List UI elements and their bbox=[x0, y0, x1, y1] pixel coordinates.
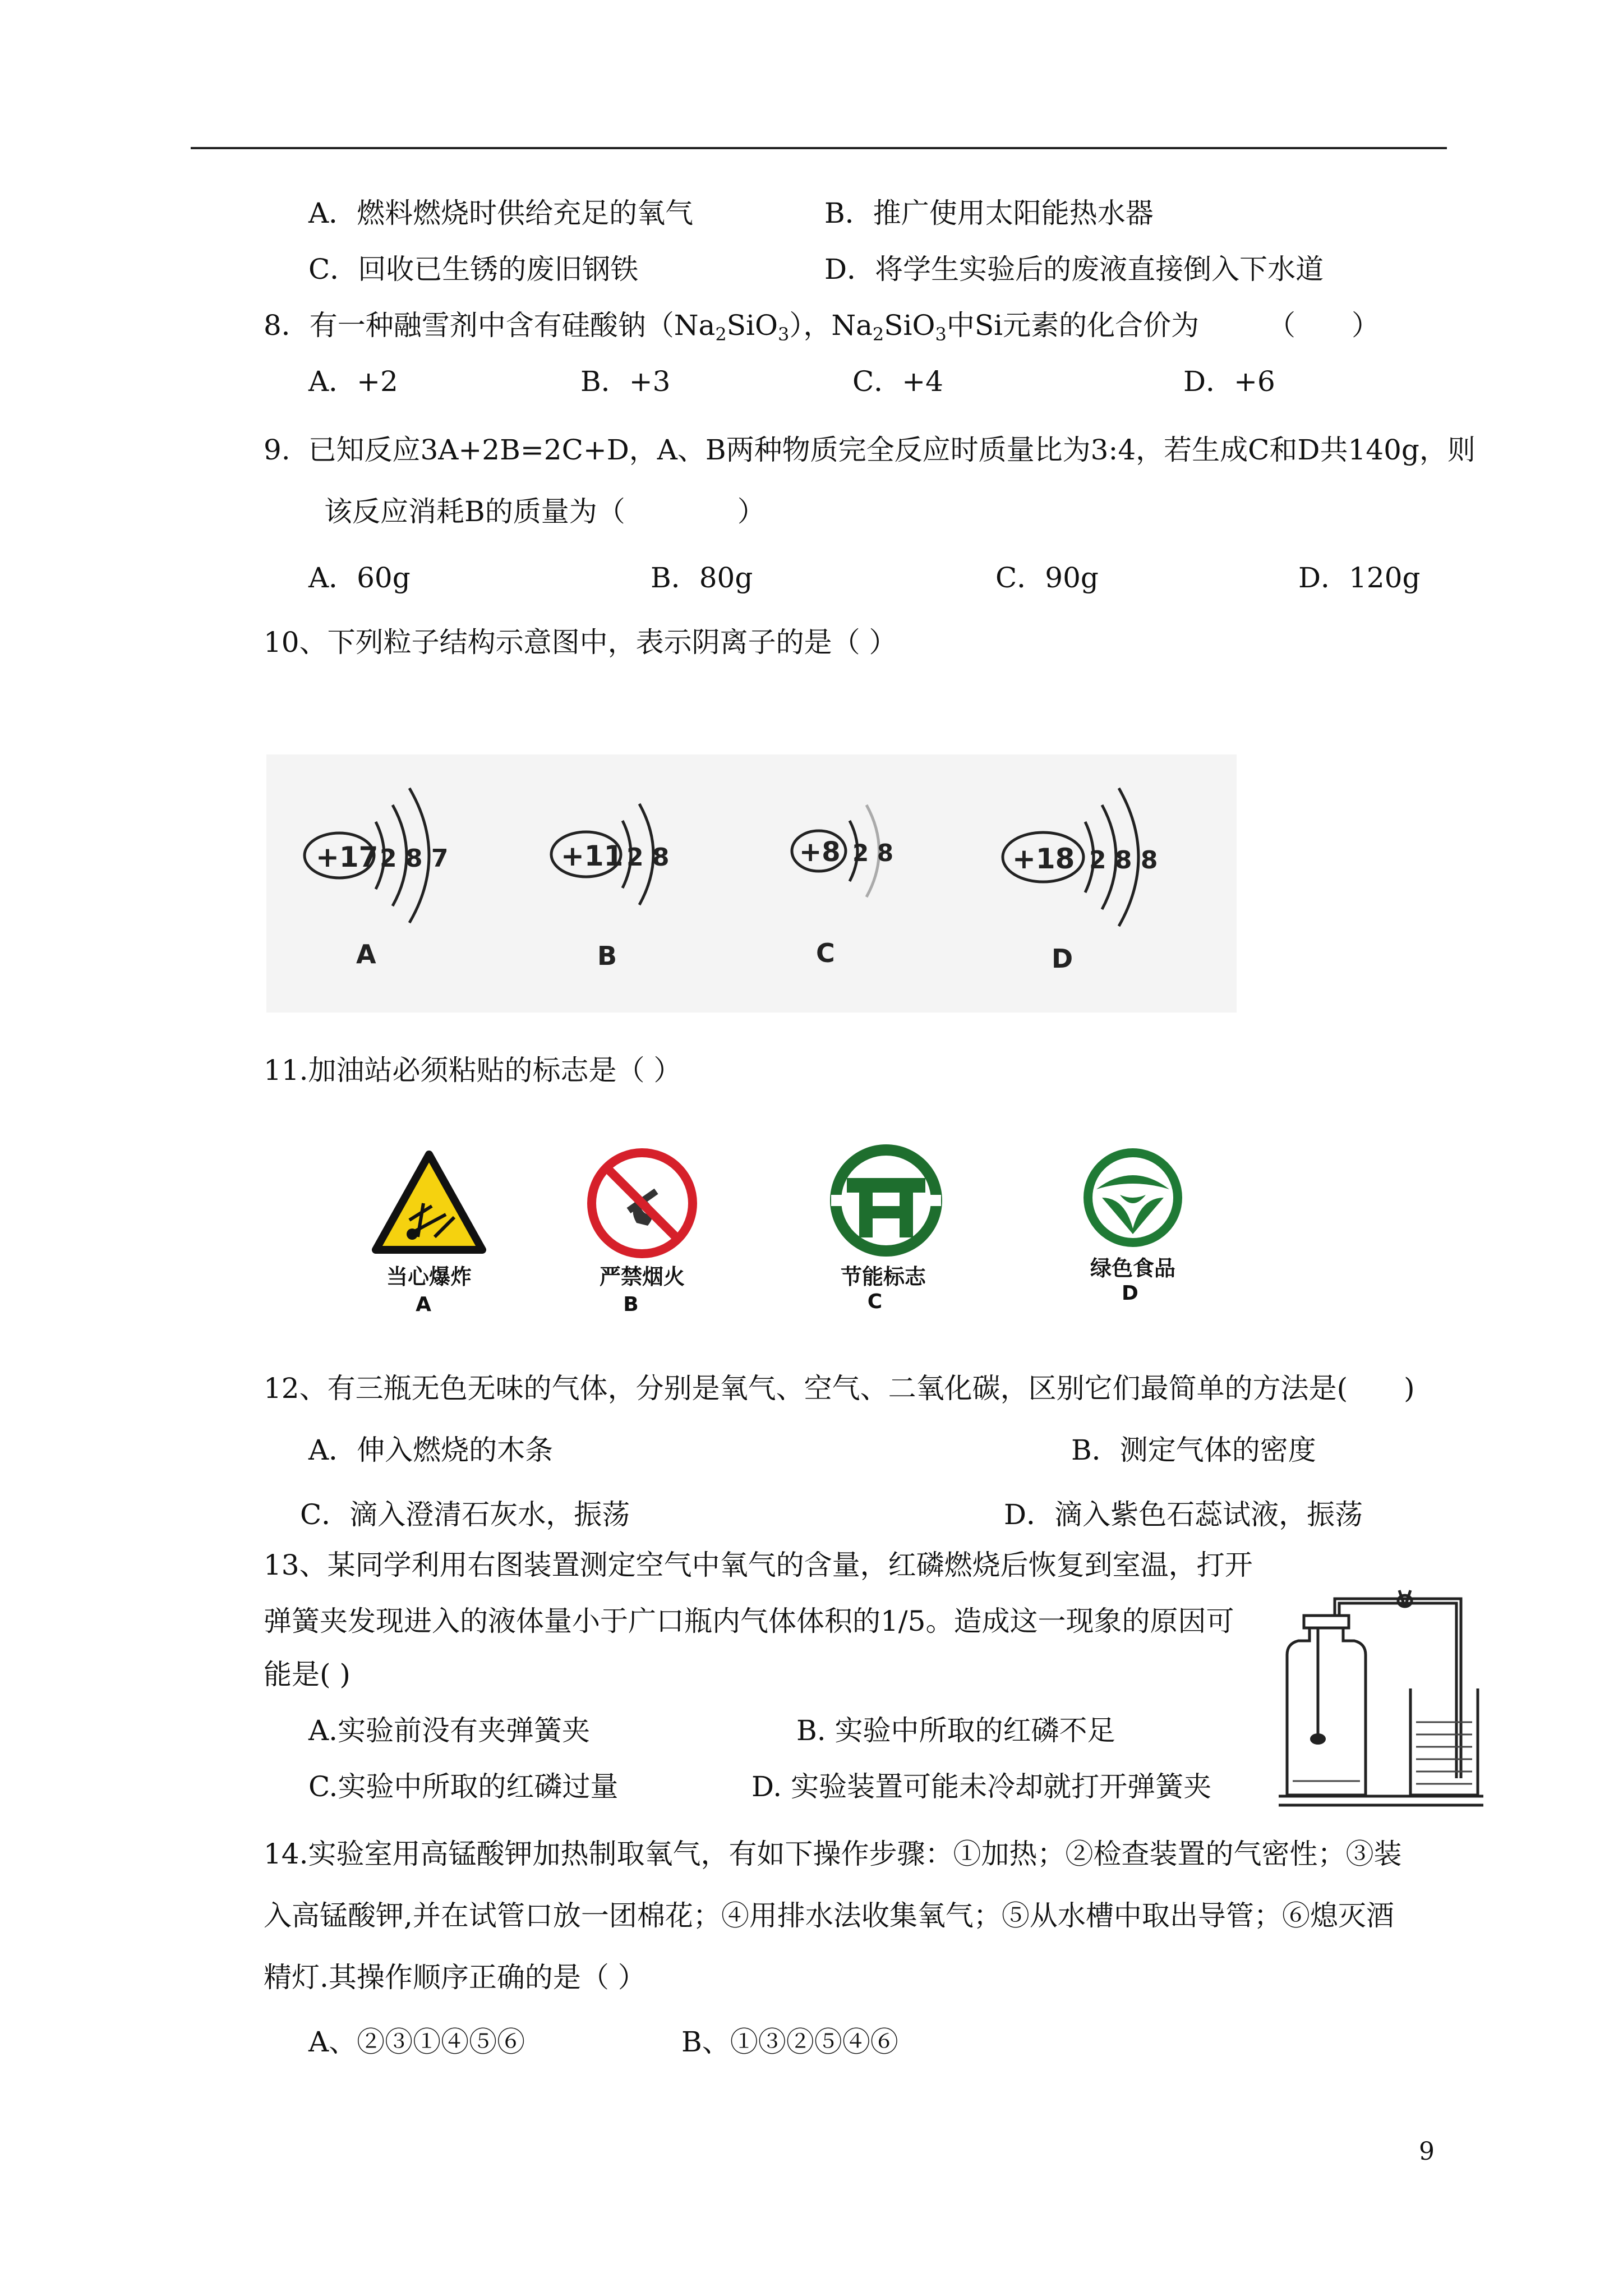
q13-option-d: D. 实验装置可能未冷却就打开弹簧夹 bbox=[751, 1770, 1212, 1803]
q14-stem-line3: 精灯.其操作顺序正确的是（ ） bbox=[264, 1961, 646, 1994]
sign-caption-b: 严禁烟火 bbox=[599, 1264, 685, 1289]
nucleus-charge: +17 bbox=[316, 841, 379, 873]
option-letter: D bbox=[1052, 944, 1073, 974]
q8-option-c: C．+4 bbox=[852, 365, 943, 398]
page-number: 9 bbox=[1419, 2137, 1435, 2166]
q9-option-d: D．120g bbox=[1298, 562, 1421, 594]
sign-caption-c: 节能标志 bbox=[840, 1264, 926, 1289]
q7-option-d: D．将学生实验后的废液直接倒入下水道 bbox=[824, 253, 1324, 286]
q14-option-b: B、①③②⑤④⑥ bbox=[681, 2026, 898, 2058]
q9-stem-line2: 该反应消耗B的质量为（ ） bbox=[324, 495, 766, 528]
sign-letter-b: B bbox=[623, 1293, 639, 1316]
explosion-warning-icon bbox=[370, 1150, 488, 1257]
q14-stem-line2: 入高锰酸钾,并在试管口放一团棉花；④用排水法收集氧气；⑤从水槽中取出导管；⑥熄灭酒 bbox=[264, 1899, 1394, 1932]
sign-letter-d: D bbox=[1122, 1282, 1138, 1305]
q12-option-b: B．测定气体的密度 bbox=[1071, 1434, 1316, 1466]
q13-option-b: B. 实验中所取的红磷不足 bbox=[796, 1714, 1115, 1747]
electron-shells: 2 8 8 bbox=[1089, 846, 1158, 875]
q9-option-a: A．60g bbox=[308, 562, 411, 594]
electron-shells: 2 8 bbox=[626, 843, 670, 872]
atom-structure-figure bbox=[266, 754, 1237, 1013]
q8-option-a: A．+2 bbox=[308, 365, 398, 398]
electron-shells: 2 8 bbox=[852, 839, 894, 867]
sign-letter-c: C bbox=[867, 1290, 883, 1313]
q9-option-c: C．90g bbox=[995, 562, 1099, 594]
q13-stem-line3: 能是( ) bbox=[264, 1658, 351, 1691]
sign-caption-d: 绿色食品 bbox=[1090, 1256, 1175, 1281]
q14-stem-line1: 14.实验室用高锰酸钾加热制取氧气，有如下操作步骤：①加热；②检查装置的气密性；③装 bbox=[264, 1838, 1402, 1870]
q12-option-d: D．滴入紫色石蕊试液，振荡 bbox=[1004, 1498, 1363, 1531]
q7-option-c: C．回收已生锈的废旧钢铁 bbox=[308, 253, 639, 286]
q13-option-c: C.实验中所取的红磷过量 bbox=[308, 1770, 619, 1803]
nucleus-charge: +8 bbox=[799, 836, 841, 868]
q13-option-a: A.实验前没有夹弹簧夹 bbox=[308, 1714, 591, 1747]
q8-stem: 8．有一种融雪剂中含有硅酸钠$(Na_2SiO_3)$，$Na_2SiO_3$中Si元素的化合价为 bbox=[264, 309, 1200, 345]
green-food-icon bbox=[1080, 1144, 1186, 1251]
header-rule bbox=[191, 147, 1447, 149]
q11-stem: 11.加油站必须粘贴的标志是（ ） bbox=[264, 1054, 682, 1087]
q14-option-a: A、②③①④⑤⑥ bbox=[308, 2026, 525, 2058]
q12-option-a: A．伸入燃烧的木条 bbox=[308, 1434, 554, 1466]
option-letter: B bbox=[597, 941, 617, 971]
q7-option-b: B．推广使用太阳能热水器 bbox=[824, 197, 1154, 229]
energy-saving-icon bbox=[824, 1139, 948, 1262]
no-fire-icon bbox=[583, 1144, 701, 1262]
q12-stem: 12、有三瓶无色无味的气体，分别是氧气、空气、二氧化碳，区别它们最简单的方法是( ) bbox=[264, 1372, 1415, 1405]
q9-stem-line1: 9. 已知反应3A+2B=2C+D，A、B两种物质完全反应时质量比为3:4，若生成C和D共140g，则 bbox=[264, 434, 1476, 466]
q13-stem-line2: 弹簧夹发现进入的液体量小于广口瓶内气体体积的1/5。造成这一现象的原因可 bbox=[264, 1605, 1234, 1637]
option-letter: C bbox=[816, 938, 835, 968]
q10-stem: 10、下列粒子结构示意图中，表示阴离子的是（ ） bbox=[264, 626, 897, 659]
q7-option-a: A．燃料燃烧时供给充足的氧气 bbox=[308, 197, 694, 229]
q8-answer-paren: （ ） bbox=[1267, 309, 1380, 342]
q8-option-d: D．+6 bbox=[1183, 365, 1275, 398]
q8-option-b: B．+3 bbox=[580, 365, 671, 398]
sign-letter-a: A bbox=[416, 1293, 431, 1316]
oxygen-measurement-apparatus bbox=[1273, 1588, 1486, 1812]
nucleus-charge: +11 bbox=[561, 840, 624, 872]
q9-option-b: B．80g bbox=[651, 562, 753, 594]
nucleus-charge: +18 bbox=[1012, 843, 1075, 875]
q12-option-c: C．滴入澄清石灰水，振荡 bbox=[300, 1498, 630, 1531]
sign-caption-a: 当心爆炸 bbox=[386, 1264, 472, 1289]
q13-stem-line1: 13、某同学利用右图装置测定空气中氧气的含量，红磷燃烧后恢复到室温，打开 bbox=[264, 1549, 1253, 1581]
electron-shells: 2 8 7 bbox=[380, 844, 449, 873]
option-letter: A bbox=[356, 939, 376, 969]
